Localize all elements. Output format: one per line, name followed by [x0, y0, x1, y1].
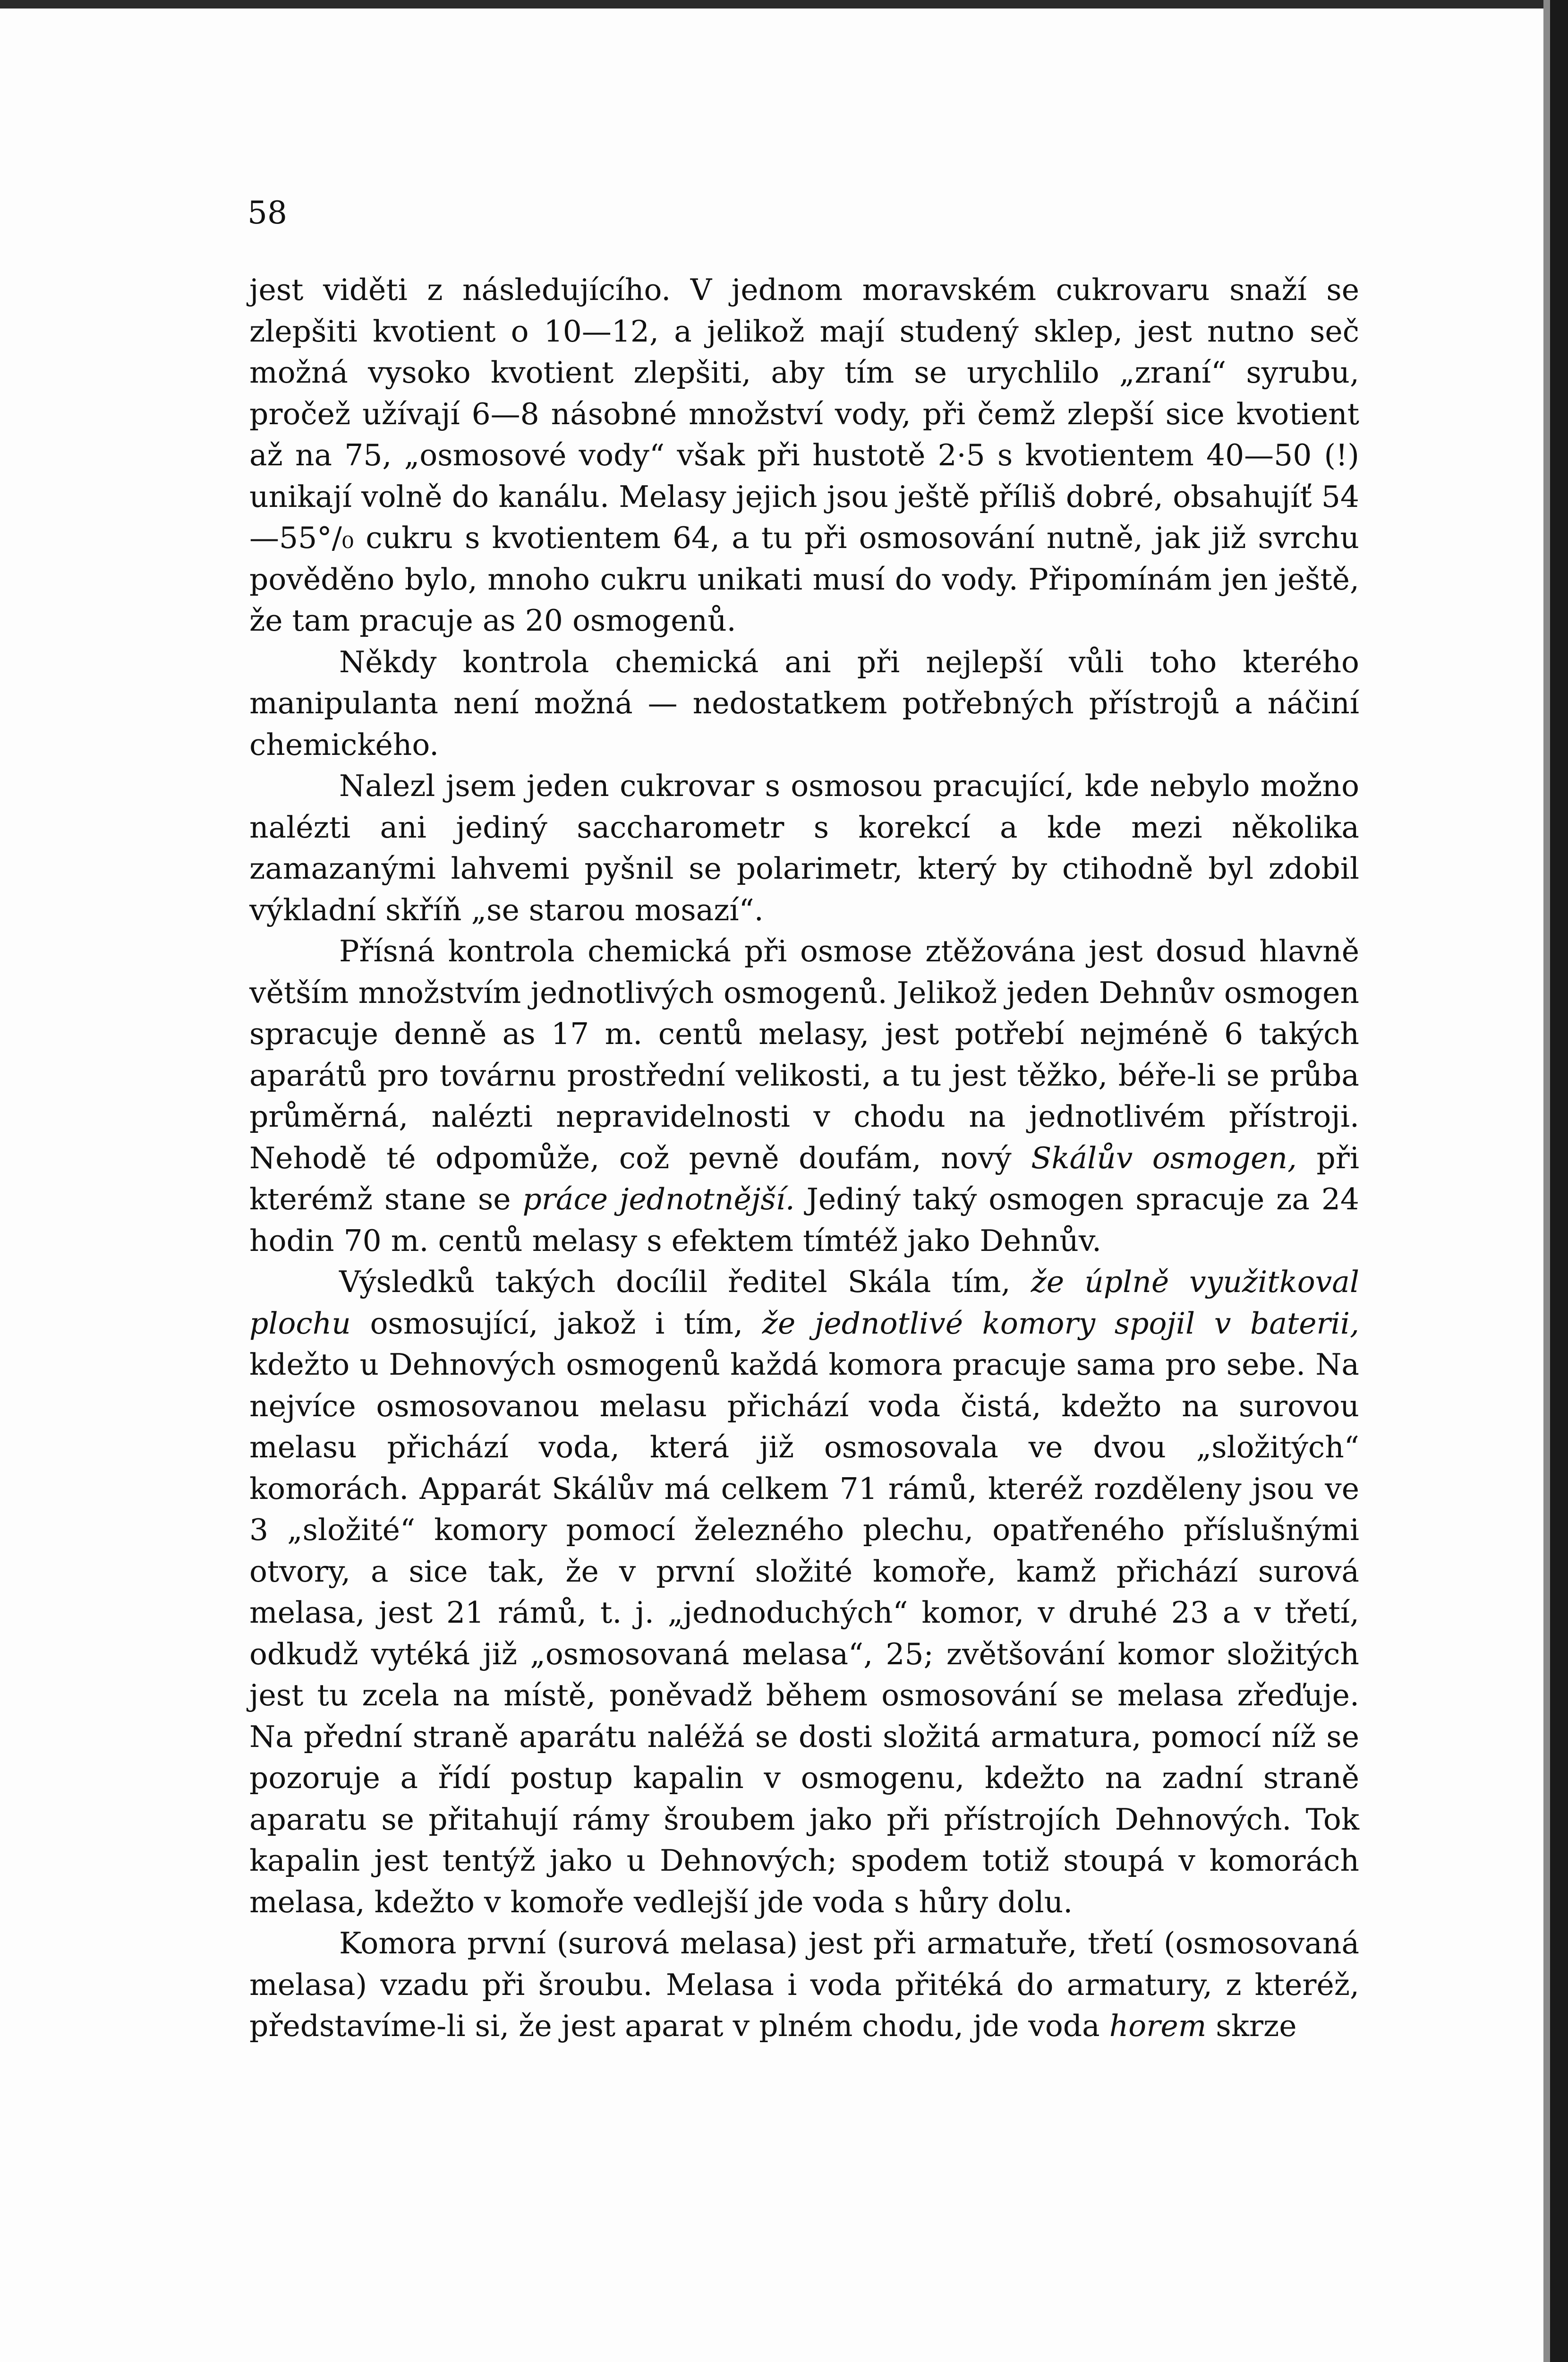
text-run: Nalezl jsem jeden cukrovar s osmosou pracující, kde nebylo možno nalézti ani jediný saccharometr s korekcí a kde mezi několika zamazanými lahvemi pyšnil se polarimetr, který by ctihodně byl zdobil výkladní skříň „se starou mosazí“. — [249, 769, 1359, 927]
italic-text-run: že jednotlivé komory spojil v baterii, — [762, 1306, 1359, 1341]
text-run: Někdy kontrola chemická ani při nejlepší vůli toho kterého manipulanta není možná — nedostatkem potřebných přístrojů a náčiní chemického. — [249, 644, 1359, 762]
page-number: 58 — [247, 195, 287, 231]
paragraph — [249, 765, 1359, 931]
scan-gutter-shadow — [1543, 0, 1550, 2362]
text-run: Přísná kontrola chemická při osmose ztěžována jest dosud hlavně větším množstvím jednotlivých osmogenů. Jelikož jeden Dehnův osmogen spracuje denně as 17 m. centů melasy, jest potřebí nejméně 6 takých aparátů pro továrnu prostřední velikosti, a tu jest těžko, béře-li se průba průměrná, nalézti nepravidelnosti v chodu na jednotlivém přístroji. Nehodě té odpomůže, což pevně doufám, nový — [249, 934, 1359, 1175]
paragraph — [249, 1923, 1359, 2047]
italic-text-run: horem — [1109, 2009, 1207, 2043]
paragraph — [249, 269, 1359, 642]
text-run: při kterémž stane se — [249, 1140, 1359, 1216]
text-run: kdežto u Dehnových osmogenů každá komora pracuje sama pro sebe. Na nejvíce osmosovanou melasu přichází voda čistá, kdežto na surovou melasu přichází voda, která již osmosovala ve dvou „složitých“ komorách. Apparát Skálův má celkem 71 rámů, kteréž rozděleny jsou ve 3 „složité“ komory pomocí železného plechu, opatřeného příslušnými otvory, a sice tak, že v první složité komoře, kamž přichází surová melasa, jest 21 rámů, t. j. „jednoduchých“ komor, v druhé 23 a v třetí, odkudž vytéká již „osmosovaná melasa“, 25; zvětšování komor složitých jest tu zcela na místě, poněvadž během osmosování se melasa zřeďuje. Na přední straně aparátu naléžá se dosti složitá armatura, pomocí níž se pozoruje a řídí postup kapalin v osmogenu, kdežto na zadní straně aparatu se přitahují rámy šroubem jako při přístrojích Dehnových. Tok kapalin jest tentýž jako u Dehnových; spodem totiž stoupá v komorách melasa, kdežto v komoře vedlejší jde voda s hůry dolu. — [249, 1347, 1359, 1919]
paragraph — [249, 931, 1359, 1261]
text-run: jest viděti z následujícího. V jednom moravském cukrovaru snaží se zlepšiti kvotient o 10—12, a jelikož mají studený sklep, jest nutno seč možná vysoko kvotient zlepšiti, aby tím se urychlilo „zraní“ syrubu, pročež užívají 6—8 násobné množství vody, při čemž zlepší sice kvotient až na 75, „osmosové vody“ však při hustotě 2·5 s kvotientem 40—50 (!) unikají volně do kanálu. Melasy jejich jsou ještě příliš dobré, obsahujíť 54—55°/₀ cukru s kvotientem 64, a tu při osmosování nutně, jak již svrchu pověděno bylo, mnoho cukru unikati musí do vody. Připomínám jen ještě, že tam pracuje as 20 osmogenů. — [249, 273, 1359, 638]
text-run: osmosující, jakož i tím, — [350, 1306, 762, 1341]
text-run: skrze — [1206, 2009, 1297, 2043]
text-run: Jediný taký osmogen spracuje za 24 hodin 70 m. centů melasy s efektem tímtéž jako Dehnův. — [249, 1182, 1359, 1258]
scan-top-edge — [0, 0, 1568, 9]
body-text — [249, 269, 1359, 2047]
paragraph — [249, 642, 1359, 766]
scan-right-edge — [1550, 0, 1568, 2362]
paragraph — [249, 1261, 1359, 1923]
italic-text-run: Skálův osmogen, — [1031, 1140, 1297, 1175]
italic-text-run: že úplně využitkoval plochu — [249, 1265, 1359, 1341]
text-run: Komora první (surová melasa) jest při armatuře, třetí (osmosovaná melasa) vzadu při šroubu. Melasa i voda přitéká do armatury, z kteréž, představíme-li si, že jest aparat v plném chodu, jde voda — [249, 1926, 1359, 2043]
text-run: Výsledků takých docílil ředitel Skála tím, — [339, 1265, 1031, 1299]
italic-text-run: práce jednotnější. — [522, 1182, 795, 1216]
